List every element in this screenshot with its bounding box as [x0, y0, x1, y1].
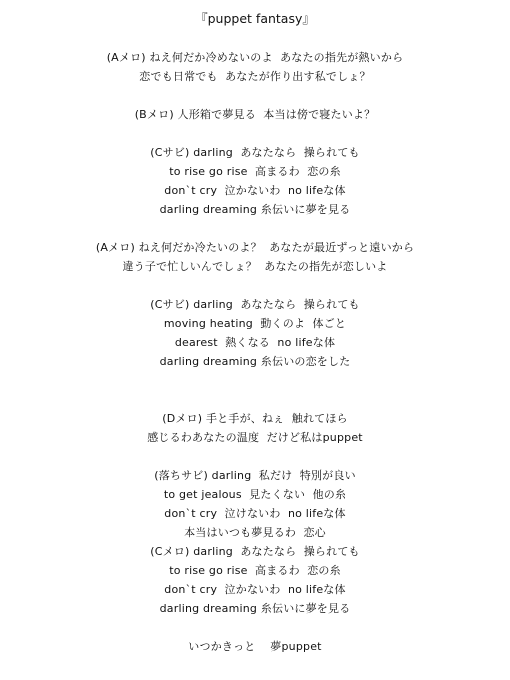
stanza-a-melody-1 [0, 48, 510, 86]
lyric-line: (Cサビ) darling あなたなら 操られても [150, 298, 360, 311]
lyric-line: いつかきっと 夢puppet [188, 640, 322, 653]
lyric-line: (Cサビ) darling あなたなら 操られても [150, 146, 360, 159]
stanza-gap [0, 276, 510, 295]
lyric-line: dearest 熱くなる no lifeな体 [174, 336, 336, 349]
stanza-d-melody [0, 409, 510, 447]
stanza-a-melody-2 [0, 238, 510, 276]
lyric-line: don`t cry 泣かないわ no lifeな体 [164, 184, 346, 197]
stanza-gap [0, 618, 510, 637]
lyric-line: (Bメロ) 人形箱で夢見る 本当は傍で寝たいよ？ [134, 108, 376, 121]
lyric-line: darling dreaming 糸伝いに夢を見る [159, 203, 351, 216]
lyric-line: 違う子で忙しいんでしょ？ あなたの指先が恋しいよ [122, 260, 388, 273]
stanza-gap [0, 219, 510, 238]
stanza-gap [0, 371, 510, 409]
lyric-line: (Aメロ) ねえ何だか冷たいのよ？ あなたが最近ずっと遠いから [95, 241, 415, 254]
stanza-b-melody [0, 105, 510, 124]
song-title: 『puppet fantasy』 [195, 11, 315, 26]
lyric-line: 感じるわあなたの温度 だけど私はpuppet [147, 431, 363, 444]
lyric-line: darling dreaming 糸伝いの恋をした [159, 355, 351, 368]
lyric-line: don`t cry 泣かないわ no lifeな体 [164, 583, 346, 596]
lyric-line: (Aメロ) ねえ何だか冷めないのよ あなたの指先が熱いから [106, 51, 404, 64]
stanza-ending [0, 637, 510, 656]
lyric-line: darling dreaming 糸伝いに夢を見る [159, 602, 351, 615]
lyric-line: moving heating 動くのよ 体ごと [163, 317, 347, 330]
lyric-line: don`t cry 泣けないわ no lifeな体 [164, 507, 346, 520]
lyric-line: to rise go rise 高まるわ 恋の糸 [169, 165, 341, 178]
lyric-line: (落ちサビ) darling 私だけ 特別が良い [154, 469, 356, 482]
lyric-line: (Dメロ) 手と手が、ねぇ 触れてほら [162, 412, 348, 425]
stanza-gap [0, 124, 510, 143]
stanza-gap [0, 447, 510, 466]
lyric-line: to rise go rise 高まるわ 恋の糸 [169, 564, 341, 577]
stanza-gap [0, 86, 510, 105]
lyric-line: (Cメロ) darling あなたなら 操られても [150, 545, 360, 558]
stanza-final-chorus [0, 466, 510, 618]
lyric-line: 本当はいつも夢見るわ 恋心 [184, 526, 326, 539]
lyric-line: 恋でも日常でも あなたが作り出す私でしょ？ [139, 70, 371, 83]
lyric-line: to get jealous 見たくない 他の糸 [163, 488, 347, 501]
stanza-chorus-2 [0, 295, 510, 371]
stanza-chorus-1 [0, 143, 510, 219]
